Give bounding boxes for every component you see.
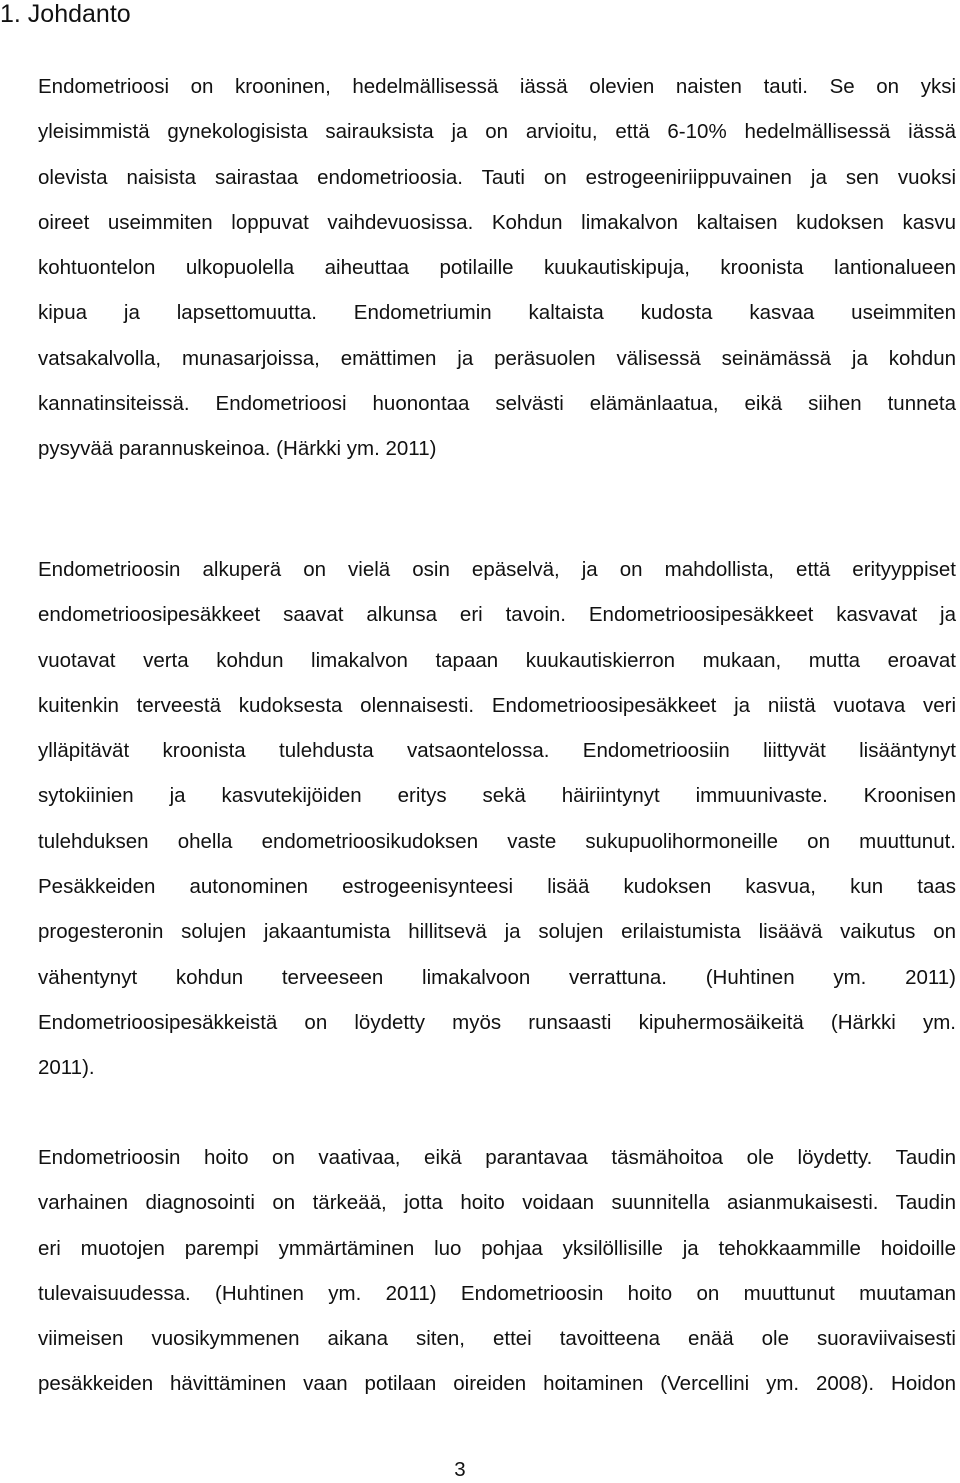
text-line: sytokiinien ja kasvutekijöiden eritys sekä häiriintynyt immuunivaste. Kroonisen — [38, 784, 956, 808]
text-line: varhainen diagnosointi on tärkeää, jotta hoito voidaan suunnitella asianmukaisesti. Taudin — [38, 1191, 956, 1215]
text-line: olevista naisista sairastaa endometrioosia. Tauti on estrogeeniriippuvainen ja sen vuoksi — [38, 165, 956, 189]
text-line: ylläpitävät kroonista tulehdusta vatsaontelossa. Endometrioosiin liittyvät lisääntynyt — [38, 739, 956, 763]
text-line: Endometrioosi on krooninen, hedelmällisessä iässä olevien naisten tauti. Se on yksi — [38, 75, 956, 98]
text-line: vähentynyt kohdun terveeseen limakalvoon verrattuna. (Huhtinen ym. 2011) — [38, 965, 956, 989]
paragraph-1 — [38, 64, 956, 472]
text-line: pysyvää parannuskeinoa. (Härkki ym. 2011) — [38, 437, 437, 461]
text-line: vuotavat verta kohdun limakalvon tapaan kuukautiskierron mukaan, mutta eroavat — [38, 648, 956, 672]
text-line: kannatinsiteissä. Endometrioosi huonontaa selvästi elämänlaatua, eikä siihen tunneta — [38, 392, 956, 416]
text-line: progesteronin solujen jakaantumista hillitsevä ja solujen erilaistumista lisäävä vaikutus on — [38, 920, 956, 944]
paragraph-3 — [38, 1135, 956, 1407]
text-line: Endometrioosin alkuperä on vielä osin epäselvä, ja on mahdollista, että erityyppiset — [38, 558, 956, 581]
text-line: oireet useimmiten loppuvat vaihdevuosissa. Kohdun limakalvon kaltaisen kudoksen kasvu — [38, 210, 956, 234]
text-line: kipua ja lapsettomuutta. Endometriumin kaltaista kudosta kasvaa useimmiten — [38, 301, 956, 325]
text-line: Endometrioosin hoito on vaativaa, eikä parantavaa täsmähoitoa ole löydetty. Taudin — [38, 1146, 956, 1169]
text-line: eri muotojen parempi ymmärtäminen luo pohjaa yksilöllisille ja tehokkaammille hoidoille — [38, 1236, 956, 1260]
page-number — [0, 1457, 960, 1483]
text-line: kuitenkin terveestä kudoksesta olennaisesti. Endometrioosipesäkkeet ja niistä vuotava veri — [38, 693, 956, 717]
text-line: viimeisen vuosikymmenen aikana siten, ettei tavoitteena enää ole suoraviivaisesti — [38, 1327, 956, 1351]
text-line: Pesäkkeiden autonominen estrogeenisynteesi lisää kudoksen kasvua, kun taas — [38, 875, 956, 899]
page-number-text: 3 — [454, 1458, 466, 1481]
page-heading: 1. Johdanto — [0, 0, 131, 28]
text-line: tulevaisuudessa. (Huhtinen ym. 2011) Endometrioosin hoito on muuttunut muutaman — [38, 1281, 956, 1305]
text-line: Endometrioosipesäkkeistä on löydetty myös runsaasti kipuhermosäikeitä (Härkki ym. — [38, 1010, 956, 1034]
text-line: tulehduksen ohella endometrioosikudoksen vaste sukupuolihormoneille on muuttunut. — [38, 829, 956, 853]
paragraph-2 — [38, 547, 956, 1091]
text-line: pesäkkeiden hävittäminen vaan potilaan oireiden hoitaminen (Vercellini ym. 2008). Hoidon — [38, 1372, 956, 1396]
text-line: yleisimmistä gynekologisista sairauksista ja on arvioitu, että 6-10% hedelmällisessä iässä — [38, 120, 956, 144]
text-line: 2011). — [38, 1056, 95, 1080]
text-line: kohtuontelon ulkopuolella aiheuttaa potilaille kuukautiskipuja, kroonista lantionalueen — [38, 256, 956, 280]
text-line: vatsakalvolla, munasarjoissa, emättimen ja peräsuolen välisessä seinämässä ja kohdun — [38, 346, 956, 370]
text-line: endometrioosipesäkkeet saavat alkunsa eri tavoin. Endometrioosipesäkkeet kasvavat ja — [38, 603, 956, 627]
